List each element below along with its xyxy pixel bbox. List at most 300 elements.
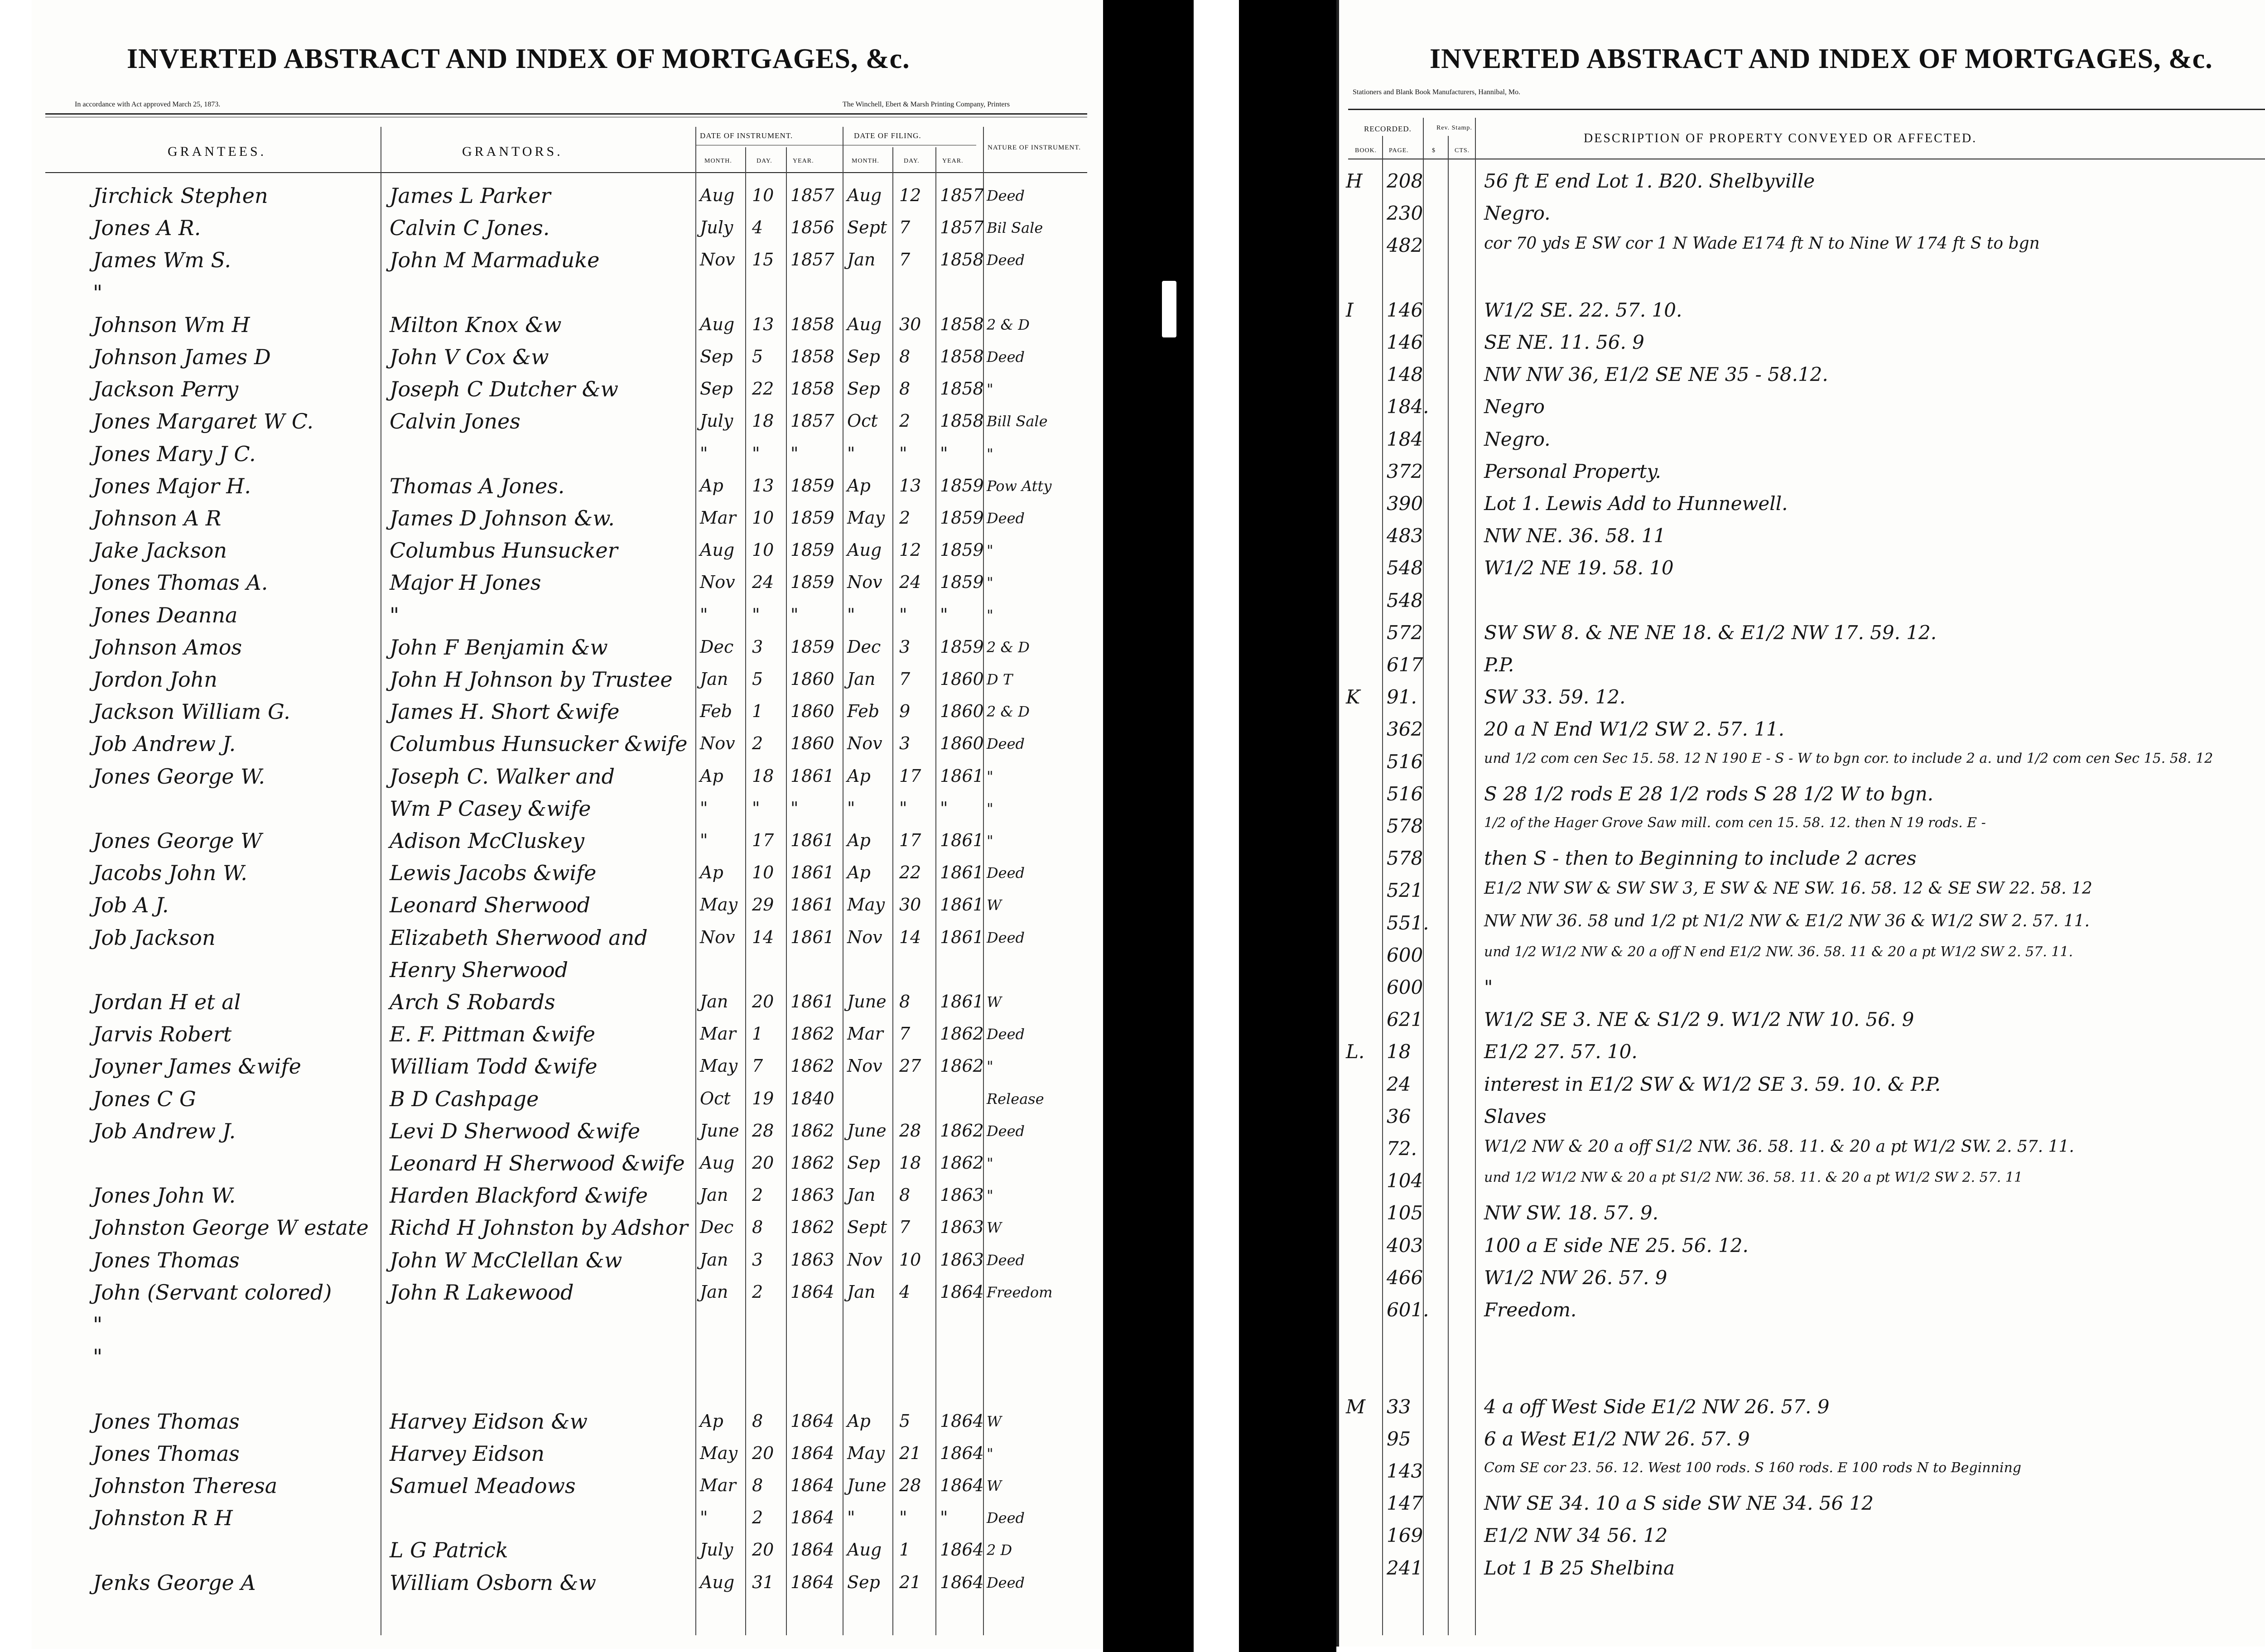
grantee-name: " [93,1344,103,1369]
col-year-1: YEAR. [793,158,814,164]
instrument-nature: " [987,445,993,462]
property-description: 4 a off West Side E1/2 NW 26. 57. 9 [1484,1396,1830,1418]
filing-year: 1861 [940,992,984,1011]
grantor-name: Calvin C Jones. [390,216,550,240]
property-description: E1/2 NW SW & SW SW 3, E SW & NE SW. 16. 58. 12 & SE SW 22. 58. 12 [1484,879,2092,898]
record-page: 600 [1387,944,1423,966]
instrument-month: Nov [700,733,735,753]
record-page: 36 [1387,1105,1411,1127]
instrument-day: 7 [752,1056,763,1076]
instrument-nature: Deed [987,1026,1025,1043]
instrument-nature: W [987,1219,1002,1236]
instrument-nature: W [987,1477,1002,1494]
instrument-nature: " [987,1058,993,1075]
record-page: 169 [1387,1524,1423,1546]
filing-year: 1858 [940,250,984,270]
grantee-name: Joyner James &wife [93,1054,301,1079]
filing-year: 1864 [940,1443,984,1463]
instrument-year: 1864 [790,1411,834,1431]
filing-day: 2 [899,411,911,431]
instrument-nature: " [987,542,993,559]
grantee-name: Jenks George A [93,1570,256,1595]
instrument-day: 8 [752,1475,763,1495]
instrument-nature: Release [987,1090,1044,1108]
instrument-year: 1862 [790,1121,834,1141]
grantee-name: Jones Thomas [93,1409,240,1434]
col-cents: CTS. [1455,147,1470,154]
grantor-name: Leonard H Sherwood &wife [390,1151,685,1175]
instrument-nature: 2 D [987,1541,1012,1559]
record-book: I [1346,299,1354,321]
record-page: 572 [1387,621,1423,644]
filing-day: 12 [899,185,921,205]
left-page-title: INVERTED ABSTRACT AND INDEX OF MORTGAGES, &c. [127,43,910,74]
grantee-name: Jones Thomas A. [93,570,268,595]
filing-year: 1861 [940,862,984,882]
col-divider-day1 [745,147,746,1635]
property-description: und 1/2 com cen Sec 15. 58. 12 N 190 E - S - W to bgn cor. to include 2 a. und 1/2 com cen Sec 15. 58. 12 [1484,751,2213,766]
property-description: Freedom. [1484,1299,1577,1321]
grantor-name: Columbus Hunsucker [390,538,618,563]
record-page: 184. [1387,395,1429,418]
filing-year: 1864 [940,1282,984,1302]
filing-month: Nov [847,1250,882,1270]
grantor-name: John H Johnson by Trustee [390,667,673,692]
instrument-year: 1859 [790,637,834,657]
filing-month: June [847,1475,887,1495]
col-month-2: MONTH. [852,158,879,164]
instrument-nature: 2 & D [987,639,1030,656]
instrument-year: 1862 [790,1153,834,1173]
instrument-year: 1864 [790,1475,834,1495]
filing-day: 22 [899,862,921,882]
property-description: NW NE. 36. 58. 11 [1484,525,1666,547]
instrument-month: " [700,605,708,625]
instrument-month: July [700,217,733,237]
filing-month: Nov [847,1056,882,1076]
header-bottom-rule [45,172,1087,173]
instrument-nature: D T [987,671,1013,688]
instrument-month: Oct [700,1088,731,1108]
grantor-name: James D Johnson &w. [390,506,615,530]
filing-year: 1859 [940,508,984,528]
col-year-2: YEAR. [942,158,964,164]
grantor-name: John V Cox &w [390,345,549,369]
instrument-nature: " [987,380,993,398]
grantor-name: Samuel Meadows [390,1474,576,1498]
filing-month: Dec [847,637,881,657]
instrument-day: 28 [752,1121,774,1141]
instrument-year: 1860 [790,669,834,689]
instrument-year: 1857 [790,250,834,270]
grantee-name: Jordon John [93,667,217,692]
instrument-day: 2 [752,1185,763,1205]
instrument-day: " [752,605,760,625]
grantee-name: Jones Major H. [93,474,251,498]
filing-day: 28 [899,1475,921,1495]
filing-day: 7 [899,250,911,270]
instrument-nature: Pow Atty [987,477,1052,495]
instrument-year: 1859 [790,508,834,528]
instrument-month: Nov [700,927,735,947]
instrument-day: 1 [752,701,763,721]
grantee-name: Jake Jackson [93,538,227,563]
filing-year: 1861 [940,766,984,786]
record-page: 18 [1387,1040,1411,1063]
grantee-name: Job Andrew J. [93,732,236,756]
instrument-day: 10 [752,540,774,560]
instrument-day: 10 [752,862,774,882]
grantor-name: Levi D Sherwood &wife [390,1119,641,1143]
grantor-name: B D Cashpage [390,1087,539,1111]
filing-month: Aug [847,185,882,205]
property-description: W1/2 NW 26. 57. 9 [1484,1267,1667,1289]
filing-month: Feb [847,701,880,721]
instrument-year: 1859 [790,572,834,592]
property-description: Negro. [1484,202,1551,224]
col-divider-date [695,127,696,1635]
filing-year: 1863 [940,1185,984,1205]
grantor-name: Harden Blackford &wife [390,1183,648,1208]
filing-year: 1863 [940,1217,984,1237]
property-description: cor 70 yds E SW cor 1 N Wade E174 ft N to Nine W 174 ft S to bgn [1484,234,2040,253]
instrument-year: 1861 [790,927,834,947]
gutter-dark-edge-right [1239,0,1336,1652]
grantor-name: James H. Short &wife [390,699,620,724]
filing-month: Aug [847,1540,882,1560]
filing-year: 1859 [940,637,984,657]
instrument-month: Jan [700,1282,728,1302]
instrument-month: Dec [700,637,734,657]
record-page: 483 [1387,525,1423,547]
filing-month: Jan [847,1282,876,1302]
property-description: 1/2 of the Hager Grove Saw mill. com cen 15. 58. 12. then N 19 rods. E - [1484,815,1986,831]
property-description: P.P. [1484,654,1514,676]
property-description: Lot 1 B 25 Shelbina [1484,1557,1675,1579]
record-page: 208 [1387,170,1423,192]
right-header-top-rule [1348,109,2265,110]
instrument-month: Aug [700,1572,735,1592]
filing-year: 1864 [940,1475,984,1495]
grantor-name: Thomas A Jones. [390,474,565,498]
record-page: 600 [1387,976,1423,998]
instrument-month: " [700,798,708,818]
filing-year: 1860 [940,669,984,689]
instrument-year: 1862 [790,1217,834,1237]
property-description: SW 33. 59. 12. [1484,686,1626,708]
record-page: 482 [1387,234,1423,256]
filing-month: Sep [847,379,880,399]
filing-year: 1857 [940,217,984,237]
instrument-day: 20 [752,1443,774,1463]
filing-month: Sep [847,347,880,366]
grantor-name: William Todd &wife [390,1054,598,1079]
record-page: 104 [1387,1170,1423,1192]
grantor-name: Leonard Sherwood [390,893,591,917]
grantee-name: Job Jackson [93,925,216,950]
grantor-name: Harvey Eidson [390,1441,545,1466]
record-page: 184 [1387,428,1423,450]
property-description: Negro. [1484,428,1551,450]
instrument-month: Nov [700,572,735,592]
instrument-month: July [700,1540,733,1560]
filing-day: 30 [899,895,921,915]
instrument-year: 1861 [790,830,834,850]
instrument-nature: W [987,896,1002,914]
filing-month: Nov [847,733,882,753]
instrument-year: 1863 [790,1250,834,1270]
instrument-month: Sep [700,347,733,366]
property-description: Negro [1484,395,1545,418]
instrument-nature: Deed [987,929,1025,946]
record-page: 147 [1387,1492,1423,1514]
instrument-month: June [700,1121,739,1141]
grantee-name: " [93,1312,103,1337]
filing-day: 5 [899,1411,911,1431]
grantee-name: Johnson A R [93,506,222,530]
instrument-year: 1862 [790,1024,834,1044]
instrument-month: Aug [700,1153,735,1173]
col-rev-stamp: Rev. Stamp. [1436,125,1472,131]
filing-year: 1859 [940,540,984,560]
filing-month: " [847,1508,855,1527]
record-page: 601. [1387,1299,1429,1321]
instrument-month: Ap [700,476,723,496]
instrument-month: " [700,443,708,463]
filing-day: 3 [899,733,911,753]
grantor-name: John R Lakewood [390,1280,574,1305]
instrument-month: Feb [700,701,733,721]
filing-year: 1859 [940,476,984,496]
record-page: 578 [1387,847,1423,869]
grantee-name: Jackson Perry [93,377,239,401]
filing-year: 1860 [940,701,984,721]
col-month-1: MONTH. [704,158,732,164]
filing-month: Sep [847,1153,880,1173]
filing-day: 8 [899,1185,911,1205]
grantee-name: Jones Margaret W C. [93,409,313,433]
grantee-name: Johnson Wm H [93,313,250,337]
property-description: 100 a E side NE 25. 56. 12. [1484,1234,1749,1257]
filing-day: 8 [899,347,911,366]
grantor-name: Elizabeth Sherwood and [390,925,648,950]
filing-day: 8 [899,992,911,1011]
instrument-day: 20 [752,1540,774,1560]
filing-year: " [940,798,948,818]
grantee-name: Jones George W [93,828,262,853]
col-nature: NATURE OF INSTRUMENT. [988,144,1081,151]
instrument-nature: 2 & D [987,703,1030,720]
filing-month: Oct [847,411,878,431]
instrument-year: 1857 [790,185,834,205]
instrument-year: 1840 [790,1088,834,1108]
grantor-name: John W McClellan &w [390,1248,622,1272]
header-top-rule [45,113,1087,115]
instrument-month: Jan [700,992,728,1011]
instrument-nature: Deed [987,251,1025,269]
filing-month: Ap [847,862,871,882]
record-book: K [1346,686,1360,708]
filing-day: 1 [899,1540,911,1560]
instrument-day: 29 [752,895,774,915]
instrument-day: 8 [752,1411,763,1431]
instrument-month: May [700,895,738,915]
grantee-name: Jones George W. [93,764,265,789]
record-page: 91. [1387,686,1417,708]
instrument-day: 24 [752,572,774,592]
filing-month: June [847,1121,887,1141]
property-description: SE NE. 11. 56. 9 [1484,331,1644,353]
instrument-nature: Deed [987,1509,1025,1527]
instrument-year: 1858 [790,314,834,334]
property-description: Com SE cor 23. 56. 12. West 100 rods. S 160 rods. E 100 rods N to Beginning [1484,1460,2021,1476]
instrument-day: 2 [752,1282,763,1302]
instrument-year: 1856 [790,217,834,237]
instrument-year: 1860 [790,733,834,753]
filing-day: 21 [899,1572,921,1592]
property-description: NW SW. 18. 57. 9. [1484,1202,1658,1224]
filing-month: Nov [847,572,882,592]
grantee-name: Jacobs John W. [93,861,247,885]
filing-year: 1862 [940,1153,984,1173]
instrument-nature: " [987,1187,993,1204]
instrument-day: 10 [752,185,774,205]
instrument-nature: Deed [987,187,1025,204]
instrument-year: 1861 [790,895,834,915]
filing-month: Ap [847,766,871,786]
record-page: 24 [1387,1073,1411,1095]
filing-day: 4 [899,1282,911,1302]
record-page: 72. [1387,1137,1417,1160]
col-divider-desc [1475,118,1476,1635]
record-page: 516 [1387,751,1423,773]
col-divider-day2 [892,147,893,1635]
instrument-nature: " [987,800,993,817]
grantee-name: Jackson William G. [93,699,290,724]
property-description: NW SE 34. 10 a S side SW NE 34. 56 12 [1484,1492,1874,1514]
right-ledger-page [1336,0,2265,1647]
instrument-day: 8 [752,1217,763,1237]
grantor-name: Joseph C Dutcher &w [390,377,619,401]
instrument-month: May [700,1443,738,1463]
grantee-name: Jones Deanna [93,603,238,627]
filing-month: Jan [847,250,876,270]
filing-month: Ap [847,476,871,496]
filing-day: 3 [899,637,911,657]
instrument-year: 1863 [790,1185,834,1205]
col-divider-year2 [935,147,936,1635]
grantor-name: Major H Jones [390,570,541,595]
property-description: Lot 1. Lewis Add to Hunnewell. [1484,492,1788,515]
filing-year: " [940,1508,948,1527]
property-description: then S - then to Beginning to include 2 acres [1484,847,1917,869]
filing-month: " [847,443,855,463]
record-page: 143 [1387,1460,1423,1482]
filing-year: 1862 [940,1056,984,1076]
instrument-month: Aug [700,185,735,205]
grantee-name: Johnston George W estate [93,1215,369,1240]
instrument-day: 22 [752,379,774,399]
instrument-nature: " [987,574,993,591]
grantee-name: Johnson James D [93,345,271,369]
instrument-month: July [700,411,733,431]
filing-day: " [899,798,907,818]
filing-month: Jan [847,1185,876,1205]
property-description: W1/2 SE 3. NE & S1/2 9. W1/2 NW 10. 56. 9 [1484,1008,1914,1031]
instrument-nature: W [987,1413,1002,1430]
instrument-day: 10 [752,508,774,528]
grantee-name: Jones John W. [93,1183,236,1208]
record-page: 95 [1387,1428,1411,1450]
grantor-name: E. F. Pittman &wife [390,1022,596,1046]
instrument-nature: Bill Sale [987,413,1048,430]
instrument-nature: " [987,1155,993,1172]
filing-year: 1858 [940,314,984,334]
instrument-nature: W [987,993,1002,1011]
instrument-month: Jan [700,1250,728,1270]
instrument-nature: Freedom [987,1284,1053,1301]
property-description: SW SW 8. & NE NE 18. & E1/2 NW 17. 59. 12. [1484,621,1937,644]
grantor-name: James L Parker [390,183,551,208]
property-description: 20 a N End W1/2 SW 2. 57. 11. [1484,718,1784,740]
grantor-name: William Osborn &w [390,1570,597,1595]
instrument-year: 1860 [790,701,834,721]
instrument-month: Sep [700,379,733,399]
grantor-name: John F Benjamin &w [390,635,608,660]
property-description: W1/2 NW & 20 a off S1/2 NW. 36. 58. 11. & 20 a pt W1/2 SW. 2. 57. 11. [1484,1137,2074,1156]
filing-year: 1861 [940,830,984,850]
filing-year: 1861 [940,895,984,915]
filing-month: Sept [847,217,887,237]
filing-month: " [847,798,855,818]
filing-month: Aug [847,540,882,560]
filing-day: 21 [899,1443,921,1463]
instrument-day: 15 [752,250,774,270]
grantor-name: Joseph C. Walker and [390,764,615,789]
filing-month: Aug [847,314,882,334]
instrument-day: 1 [752,1024,763,1044]
col-book: BOOK. [1355,147,1377,154]
col-day-1: DAY. [757,158,772,164]
property-description: W1/2 NE 19. 58. 10 [1484,557,1674,579]
filing-year: 1857 [940,185,984,205]
instrument-year: 1861 [790,992,834,1011]
filing-month: Nov [847,927,882,947]
instrument-day: 4 [752,217,763,237]
instrument-year: " [790,443,799,463]
instrument-year: " [790,605,799,625]
instrument-year: 1864 [790,1508,834,1527]
instrument-day: 3 [752,637,763,657]
col-divider-stamp [1423,118,1424,1635]
filing-year: 1864 [940,1540,984,1560]
filing-day: 8 [899,379,911,399]
filing-year: 1858 [940,347,984,366]
grantee-name: " [93,280,103,305]
grantor-name: Columbus Hunsucker &wife [390,732,688,756]
instrument-day: 18 [752,411,774,431]
filing-day: 2 [899,508,911,528]
grantee-name: James Wm S. [93,248,231,272]
property-description: interest in E1/2 SW & W1/2 SE 3. 59. 10. & P.P. [1484,1073,1941,1095]
property-description: und 1/2 W1/2 NW & 20 a pt S1/2 NW. 36. 58. 11. & 20 a pt W1/2 SW 2. 57. 11 [1484,1170,2023,1185]
grantee-name: Job A J. [93,893,169,917]
filing-year: 1864 [940,1411,984,1431]
filing-day: 12 [899,540,921,560]
col-description: DESCRIPTION OF PROPERTY CONVEYED OR AFFECTED. [1584,131,1977,145]
grantor-name: Milton Knox &w [390,313,562,337]
filing-month: May [847,1443,885,1463]
